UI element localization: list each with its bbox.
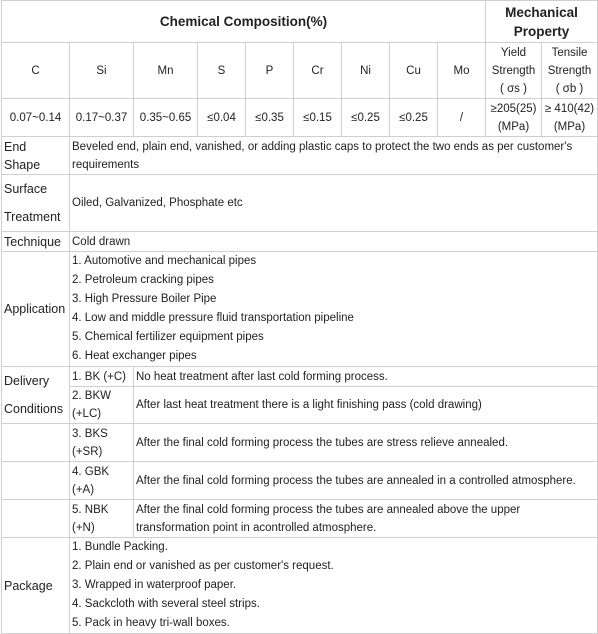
delivery-row <box>2 462 598 500</box>
mechanical-header-line2: Property <box>513 23 570 39</box>
package-item: 5. Pack in heavy tri-wall boxes. <box>72 617 230 629</box>
application-label: Application <box>2 252 70 367</box>
end-shape-label-line2: Shape <box>4 157 41 172</box>
tensile-value-number: ≥ 410(42) <box>544 102 595 115</box>
delivery-description: After last heat treatment there is a light finishing pass (cold drawing) <box>134 387 598 424</box>
yield-value-number: ≥205(25) <box>490 102 537 115</box>
surface-label-line2: Treatment <box>4 210 61 224</box>
delivery-code: 1. BK (+C) <box>70 367 134 387</box>
element-header: Mo <box>438 43 486 99</box>
yield-line2: Strength <box>491 64 536 77</box>
yield-unit: (MPa) <box>497 120 530 133</box>
element-header: Ni <box>342 43 390 99</box>
chemical-composition-header: Chemical Composition(%) <box>2 1 486 43</box>
delivery-row <box>2 367 598 387</box>
yield-strength-header <box>486 43 542 99</box>
element-header: Mn <box>134 43 198 99</box>
surface-value: Oiled, Galvanized, Phosphate etc <box>70 175 598 232</box>
composition-value: ≤0.25 <box>342 99 390 137</box>
delivery-code: 2. BKW (+LC) <box>70 387 134 424</box>
package-list <box>70 538 598 634</box>
tensile-value <box>542 99 598 137</box>
delivery-label-line2: Conditions <box>4 402 64 416</box>
tensile-strength-header <box>542 43 598 99</box>
delivery-code: 4. GBK (+A) <box>70 462 134 500</box>
composition-value: ≤0.15 <box>294 99 342 137</box>
specification-table <box>1 0 598 634</box>
composition-value: 0.35~0.65 <box>134 99 198 137</box>
end-shape-row <box>2 137 598 175</box>
delivery-code: 3. BKS (+SR) <box>70 424 134 462</box>
yield-line1: Yield <box>500 46 527 59</box>
composition-value: ≤0.04 <box>198 99 246 137</box>
surface-row <box>2 175 598 232</box>
delivery-description: After the final cold forming process the tubes are annealed in a controlled atmosphere. <box>134 462 598 500</box>
mechanical-property-header <box>486 1 598 43</box>
package-item: 3. Wrapped in waterproof paper. <box>72 579 237 591</box>
application-item: 1. Automotive and mechanical pipes <box>72 255 257 267</box>
end-shape-value: Beveled end, plain end, vanished, or adding plastic caps to protect the two ends as per customer's requirements <box>70 137 598 175</box>
element-header: P <box>246 43 294 99</box>
element-header: S <box>198 43 246 99</box>
tensile-line1: Tensile <box>551 46 588 59</box>
application-item: 4. Low and middle pressure fluid transportation pipeline <box>72 312 354 324</box>
composition-values-row <box>2 99 598 137</box>
element-header: Cr <box>294 43 342 99</box>
composition-value: ≤0.35 <box>246 99 294 137</box>
delivery-label-blank <box>2 462 70 500</box>
end-shape-label-line1: End <box>4 139 27 154</box>
package-item: 4. Sackcloth with several steel strips. <box>72 598 260 610</box>
header-row <box>2 1 598 43</box>
tensile-line2: Strength <box>547 64 592 77</box>
tensile-unit: (MPa) <box>553 120 586 133</box>
element-header: C <box>2 43 70 99</box>
element-header: Si <box>70 43 134 99</box>
technique-value: Cold drawn <box>70 232 598 252</box>
end-shape-label <box>2 137 70 175</box>
delivery-label-line1: Delivery <box>4 374 50 388</box>
surface-label <box>2 175 70 232</box>
delivery-description: After the final cold forming process the tubes are stress relieve annealed. <box>134 424 598 462</box>
application-item: 6. Heat exchanger pipes <box>72 350 197 362</box>
application-item: 2. Petroleum cracking pipes <box>72 274 214 286</box>
delivery-label-blank <box>2 424 70 462</box>
package-item: 1. Bundle Packing. <box>72 541 168 553</box>
application-item: 3. High Pressure Boiler Pipe <box>72 293 217 305</box>
composition-value: ≤0.25 <box>390 99 438 137</box>
delivery-row <box>2 500 598 538</box>
delivery-conditions-label <box>2 367 70 424</box>
yield-value <box>486 99 542 137</box>
application-item: 5. Chemical fertilizer equipment pipes <box>72 331 264 343</box>
delivery-code: 5. NBK (+N) <box>70 500 134 538</box>
delivery-row <box>2 424 598 462</box>
element-header-row <box>2 43 598 99</box>
tensile-line3: ( σb ) <box>555 82 584 95</box>
package-row <box>2 538 598 634</box>
delivery-row <box>2 387 598 424</box>
delivery-description: No heat treatment after last cold forming process. <box>134 367 598 387</box>
technique-label: Technique <box>2 232 70 252</box>
composition-value: 0.07~0.14 <box>2 99 70 137</box>
element-header: Cu <box>390 43 438 99</box>
package-label: Package <box>2 538 70 634</box>
technique-row <box>2 232 598 252</box>
delivery-label-blank <box>2 500 70 538</box>
surface-label-line1: Surface <box>4 182 48 196</box>
application-row <box>2 252 598 367</box>
application-list <box>70 252 598 367</box>
delivery-description: After the final cold forming process the tubes are annealed above the upper transformation point in acontrolled atmosphere. <box>134 500 598 538</box>
yield-line3: ( σs ) <box>500 82 527 95</box>
composition-value: 0.17~0.37 <box>70 99 134 137</box>
mechanical-header-line1: Mechanical <box>505 4 578 20</box>
package-item: 2. Plain end or vanished as per customer's request. <box>72 560 334 572</box>
composition-value: / <box>438 99 486 137</box>
